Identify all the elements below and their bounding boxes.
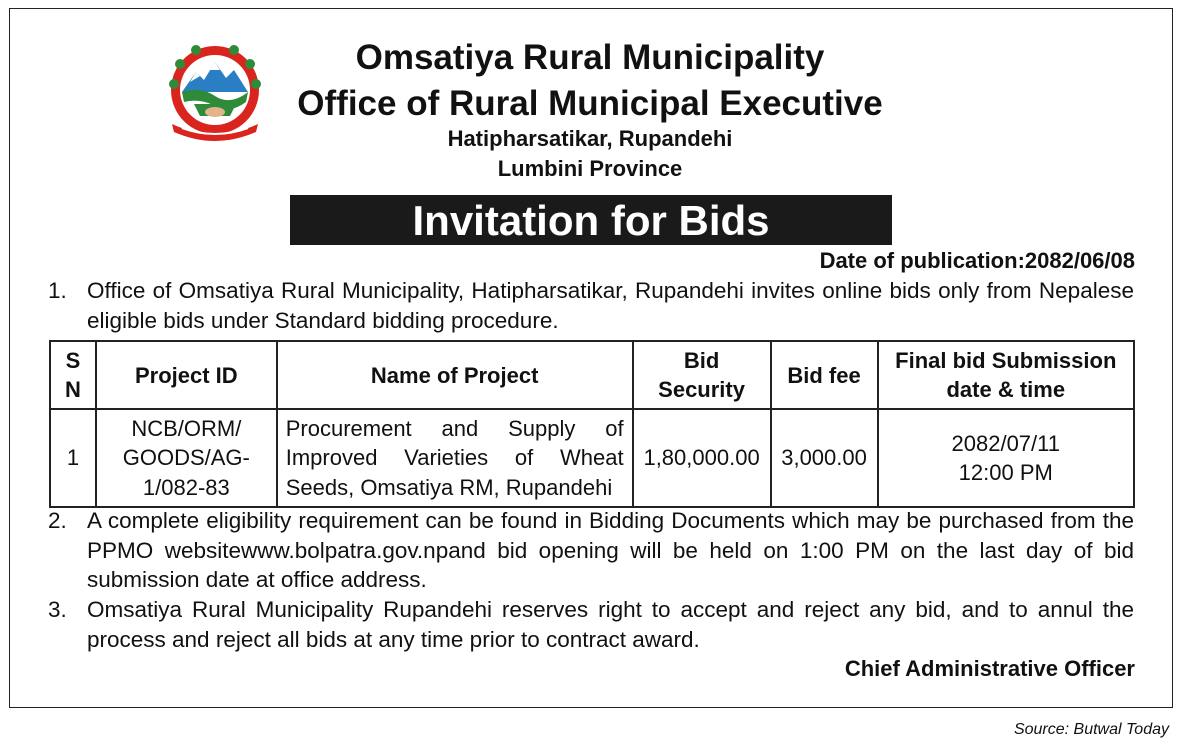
cell-project-id: [96, 409, 277, 507]
paragraph-number: 1.: [48, 278, 67, 303]
notice-title-banner: Invitation for Bids: [290, 195, 892, 245]
paragraph-1: [48, 276, 1134, 335]
header-security-line: Bid: [683, 348, 720, 373]
header-project-id: Project ID: [96, 341, 277, 409]
signatory-title: Chief Administrative Officer: [844, 656, 1135, 681]
paragraph-number: 3.: [48, 597, 67, 622]
publication-date: Date of publication:2082/06/08: [819, 248, 1135, 273]
project-id-line: 1/082-83: [142, 474, 230, 500]
submission-time: 12:00 PM: [958, 460, 1053, 485]
nepal-emblem-icon: [160, 40, 270, 144]
office-address: Hatipharsatikar, Rupandehi: [447, 126, 733, 151]
header-project-name: Name of Project: [277, 341, 633, 409]
header-bid-security: [633, 341, 771, 409]
cell-bid-security: 1,80,000.00: [633, 409, 771, 507]
source-credit: Source: Butwal Today: [1013, 721, 1169, 738]
paragraph-text: Omsatiya Rural Municipality Rupandehi reserves right to accept and reject any bid, and to annul the process and reject all bids at any time prior to contract award.: [87, 597, 1134, 652]
municipality-name: Omsatiya Rural Municipality: [355, 38, 825, 77]
paragraph-3: [48, 595, 1134, 654]
project-name-line: Improved Varieties of Wheat: [285, 445, 624, 471]
project-name-line: Seeds, Omsatiya RM, Rupandehi: [285, 474, 613, 500]
header-final-line: Final bid Submission: [895, 348, 1117, 373]
project-name-line: Procurement and Supply of: [285, 415, 624, 441]
cell-project-name: [277, 409, 633, 507]
header-final-submission: [878, 341, 1134, 409]
header-bid-fee: Bid fee: [771, 341, 878, 409]
province-name: Lumbini Province: [497, 156, 683, 181]
header-security-line: Security: [658, 377, 745, 402]
header-final-line: date & time: [946, 377, 1066, 402]
paragraph-text: A complete eligibility requirement can be found in Bidding Documents which may be purchased from the PPMO websitewww.bolpatra.gov.npand bid opening will be held on 1:00 PM on the last day of bid submission date at office address.: [87, 508, 1134, 592]
header-sn-line: S: [65, 348, 81, 373]
header-sn: [50, 341, 96, 409]
submission-date: 2082/07/11: [951, 430, 1060, 456]
paragraph-number: 2.: [48, 508, 67, 533]
paragraph-2: [48, 506, 1134, 595]
office-name: Office of Rural Municipal Executive: [297, 84, 883, 123]
cell-sn: 1: [50, 409, 96, 507]
project-id-line: NCB/ORM/: [131, 415, 242, 441]
header-sn-line: N: [65, 377, 81, 402]
cell-bid-fee: 3,000.00: [771, 409, 878, 507]
table-header-row: [50, 341, 1134, 409]
bids-table: [49, 340, 1135, 508]
cell-final-submission: [878, 409, 1134, 507]
table-row: [50, 409, 1134, 507]
project-id-line: GOODS/AG-: [122, 445, 250, 471]
paragraph-text: Office of Omsatiya Rural Municipality, Hatipharsatikar, Rupandehi invites online bids only from Nepalese eligible bids under Standard bidding procedure.: [87, 278, 1134, 333]
